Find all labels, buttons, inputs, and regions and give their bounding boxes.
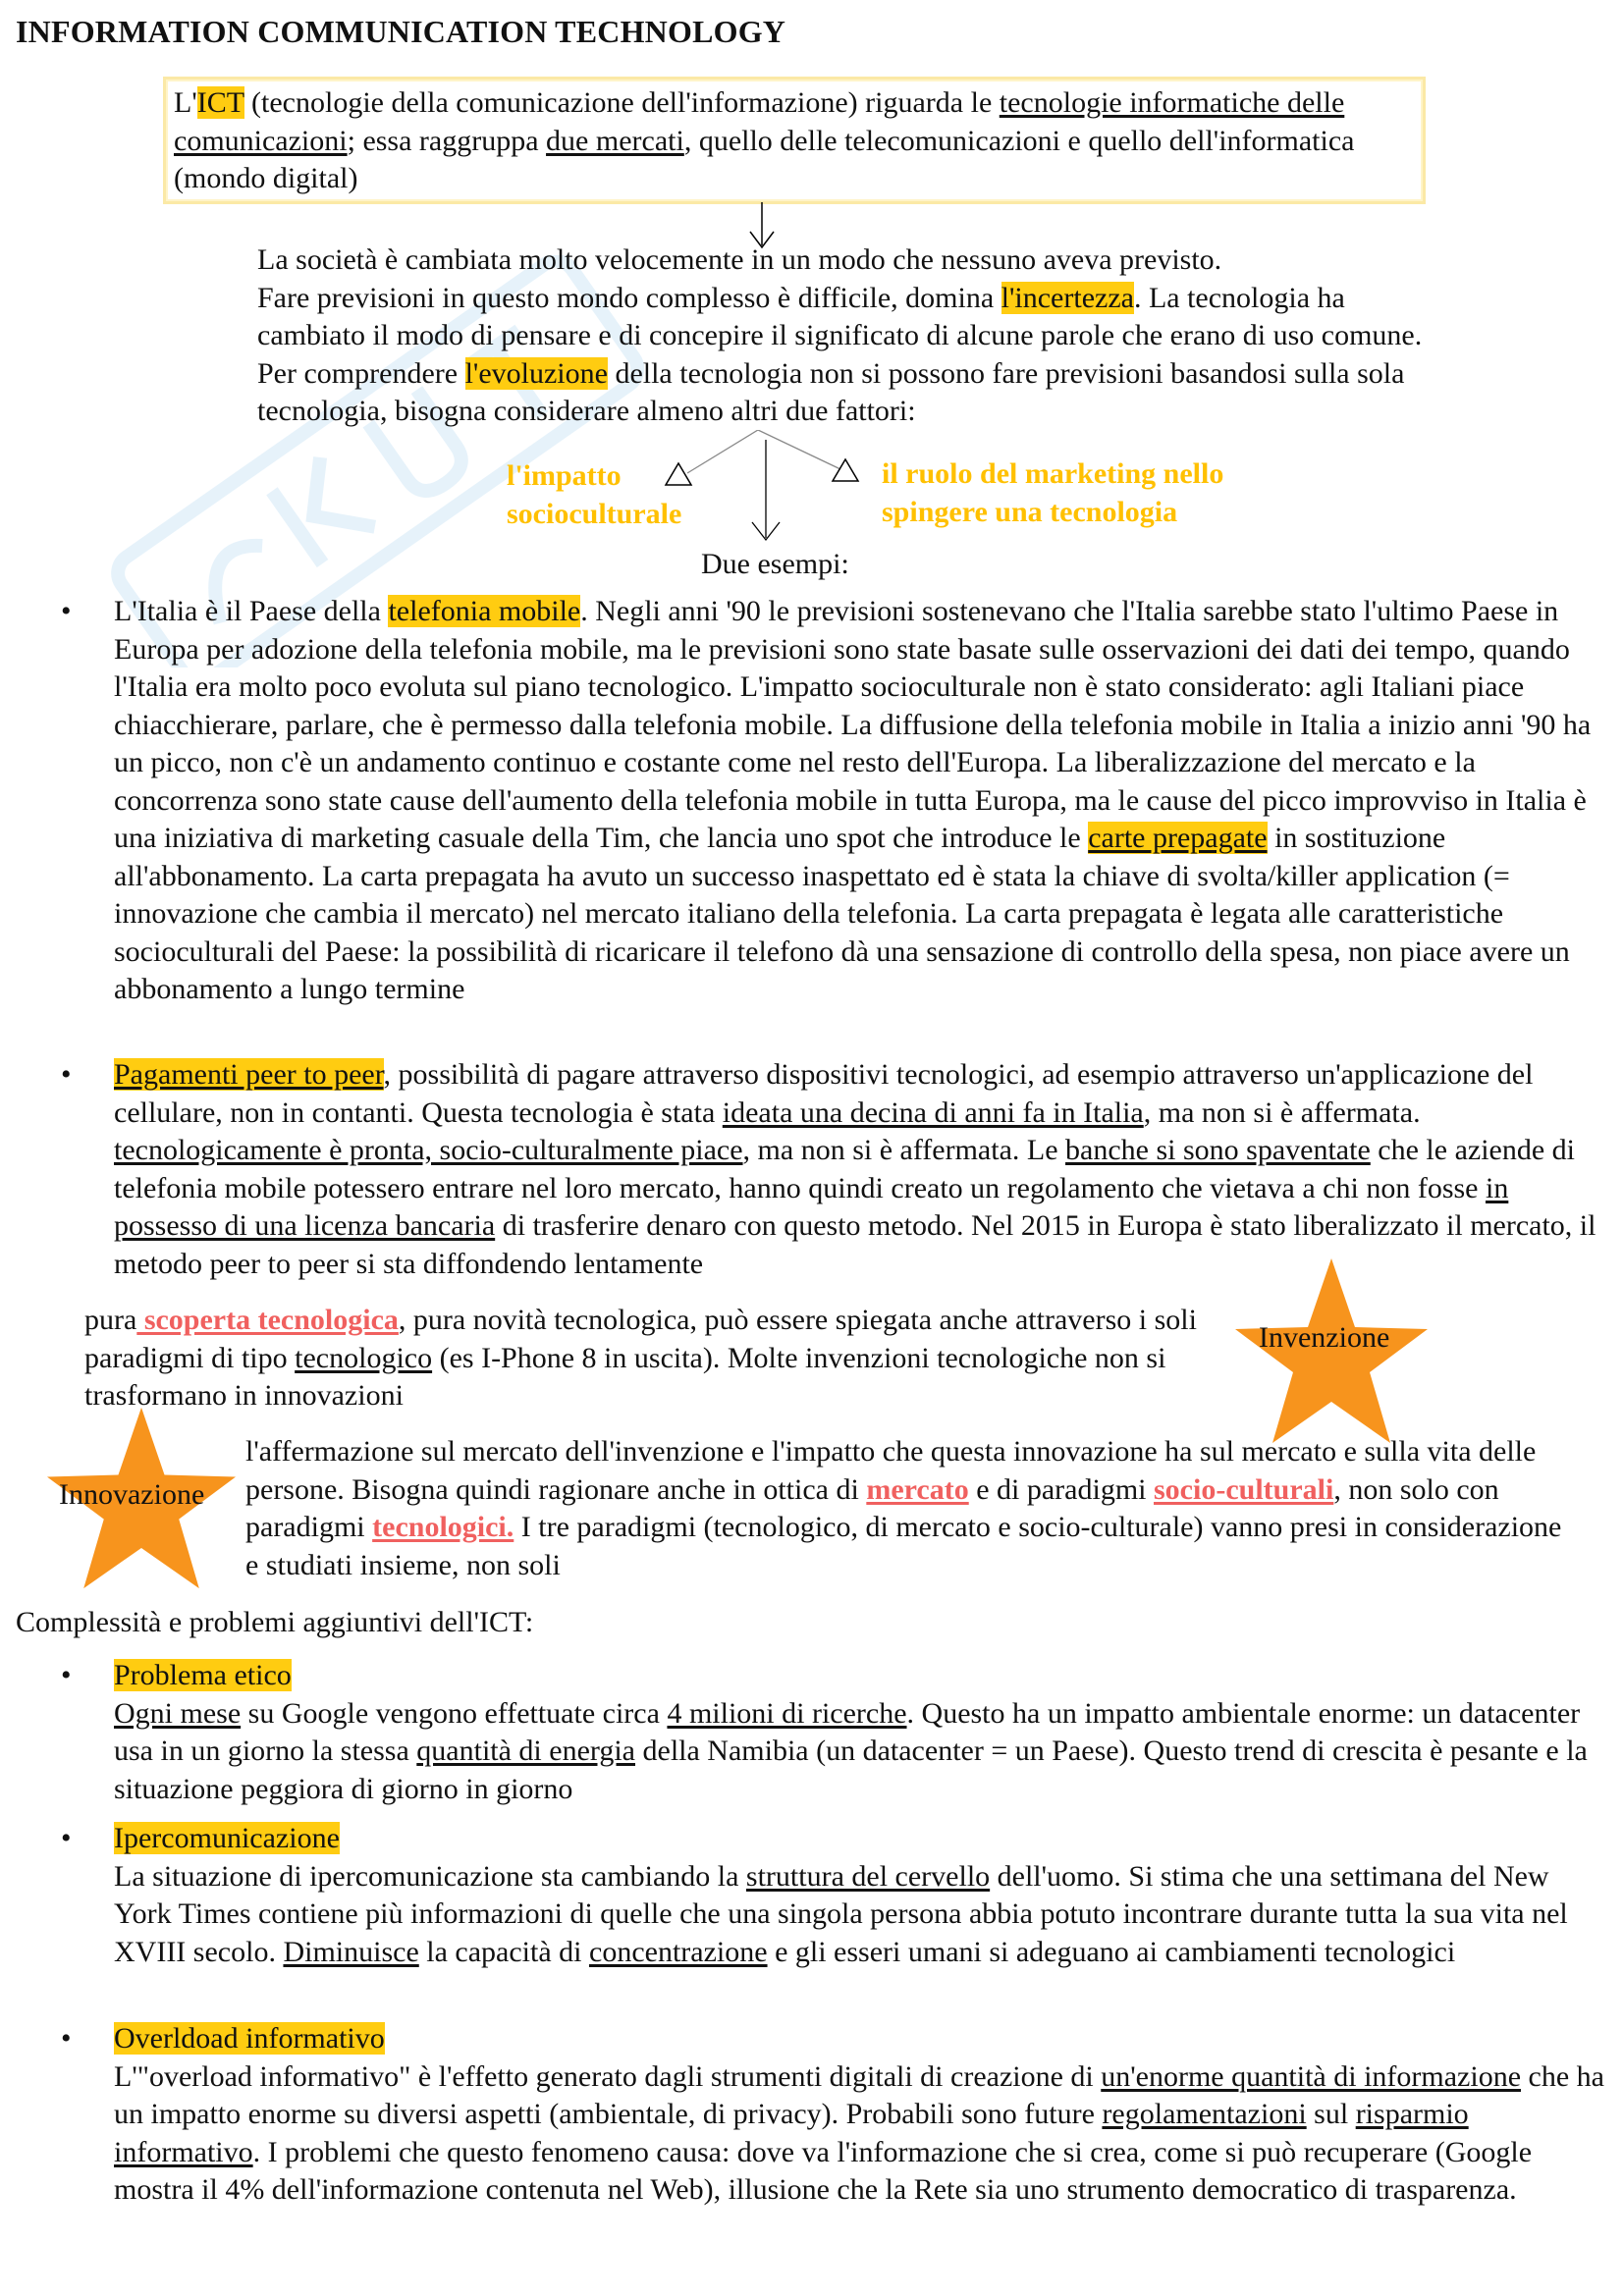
intro-text: L'ICT (tecnologie della comunicazione dell'informazione) riguarda le tecnologie informatiche delle comunicazioni; essa raggruppa due mercati, quello delle telecomunicazioni e quello dell'informatica (mondo digital) [174,86,1355,194]
list-item-overload: Overldoad informativo L'"overload informativo" è l'effetto generato dagli strumenti digitali di creazione di un'enorme quantità di informazione che ha un impatto enorme su diversi aspetti (ambientale, di privacy). Probabili sono future regolamentazioni sul risparmio informativo. I problemi che questo fenomeno causa: dove va l'informazione che si crea, come si può recuperare (Google mostra il 4% dell'informazione contenuta nel Web), illusione che la Rete sia uno strumento democratico di trasparenza. [114,2022,1604,2206]
bullet-marker: • [61,2022,72,2055]
innovazione-paragraph: l'affermazione sul mercato dell'invenzione e l'impatto che questa innovazione ha sul mercato e sulla vita delle persone. Bisogna quindi ragionare anche in ottica di mercato e di paradigmi socio-culturali, non solo con paradigmi tecnologici. I tre paradigmi (tecnologico, di mercato e socio-culturale) vanno presi in considerazione e studiati insieme, non soli [245,1435,1562,1581]
invenzione-label: Invenzione [1259,1321,1390,1354]
bullet-marker: • [61,1659,72,1691]
list-item-telefonia: L'Italia è il Paese della telefonia mobile. Negli anni '90 le previsioni sostenevano che l'Italia sarebbe stato l'ultimo Paese in Europa per adozione della telefonia mobile, ma le previsioni sono state basate sulle osservazioni dei dati dei tempo, quando l'Italia era molto poco evoluta sul piano tecnologico. L'impatto socioculturale non è stato considerato: agli Italiani piace chiacchierare, parlare, che è permesso dalla telefonia mobile. La diffusione della telefonia mobile in Italia a inizio anni '90 ha un picco, non c'è un andamento continuo e costante come nel resto dell'Europa. La liberalizzazione del mercato e la concorrenza sono state cause dell'aumento della telefonia mobile in tutta Europa, ma le cause del picco improvviso in Italia è una iniziativa di marketing casuale della Tim, che lancia uno spot che introduce le carte prepagate in sostituzione all'abbonamento. La carta prepagata ha avuto un successo inaspettato ed è stata la chiave di svolta/killer application (= innovazione che cambia il mercato) nel mercato italiano della telefonia. La carta prepagata è legata alle caratteristiche socioculturali del Paese: la possibilità di ricaricare il telefono dà una sensazione di controllo della spesa, non piace avere un abbonamento a lungo termine [114,595,1592,1005]
section-heading: Complessità e problemi aggiuntivi dell'ICT: [16,1606,534,1638]
invenzione-paragraph: pura scoperta tecnologica, pura novità tecnologica, può essere spiegata anche attraverso i soli paradigmi di tipo tecnologico (es I-Phone 8 in uscita). Molte invenzioni tecnologiche non si trasformano in innovazioni [84,1304,1197,1412]
bullet-marker: • [61,1058,72,1091]
list-item-etico: Problema etico Ogni mese su Google vengono effettuate circa 4 milioni di ricerche. Questo ha un impatto ambientale enorme: un datacenter usa in un giorno la stessa quantità di energia della Namibia (un datacenter = un Paese). Questo trend di crescita è pesante e la situazione peggiora di giorno in giorno [114,1659,1588,1805]
bullet-marker: • [61,595,72,627]
examples-label: Due esempi: [701,548,849,580]
list-item-ipercomunicazione: Ipercomunicazione La situazione di ipercomunicazione sta cambiando la struttura del cervello dell'uomo. Si stima che una settimana del New York Times contiene più informazioni di quelle che una singola persona abbia potuto incontrare durante tutta la sua vita nel XVIII secolo. Diminuisce la capacità di concentrazione e gli esseri umani si adeguano ai cambiamenti tecnologici [114,1822,1568,1968]
highlight-ict: ICT [196,86,244,119]
intro-box [163,77,1426,204]
factor-socioculturale: l'impatto socioculturale [507,459,682,530]
society-paragraph: La società è cambiata molto velocemente in un modo che nessuno aveva previsto. Fare previsioni in questo mondo complesso è difficile, domina l'incertezza. La tecnologia ha cambiato il modo di pensare e di concepire il significato di alcune parole che erano di uso comune. Per comprendere l'evoluzione della tecnologia non si possono fare previsioni basandosi sulla sola tecnologia, bisogna considerare almeno altri due fattori: [257,243,1423,427]
page-title: INFORMATION COMMUNICATION TECHNOLOGY [16,14,786,49]
triangle-right-icon [831,457,860,483]
factor-marketing: il ruolo del marketing nello spingere una tecnologia [882,457,1224,528]
list-item-peer-to-peer: Pagamenti peer to peer, possibilità di pagare attraverso dispositivi tecnologici, ad esempio attraverso un'applicazione del cellulare, non in contanti. Questa tecnologia è stata ideata una decina di anni fa in Italia, ma non si è affermata. tecnologicamente è pronta, socio-culturalmente piace, ma non si è affermata. Le banche si sono spaventate che le aziende di telefonia mobile potessero entrare nel loro mercato, hanno quindi creato un regolamento che vietava a chi non fosse in possesso di una licenza bancaria di trasferire denaro con questo metodo. Nel 2015 in Europa è stato liberalizzato il mercato, il metodo peer to peer si sta diffondendo lentamente [114,1058,1596,1280]
bullet-marker: • [61,1822,72,1854]
innovazione-label: Innovazione [59,1478,205,1511]
